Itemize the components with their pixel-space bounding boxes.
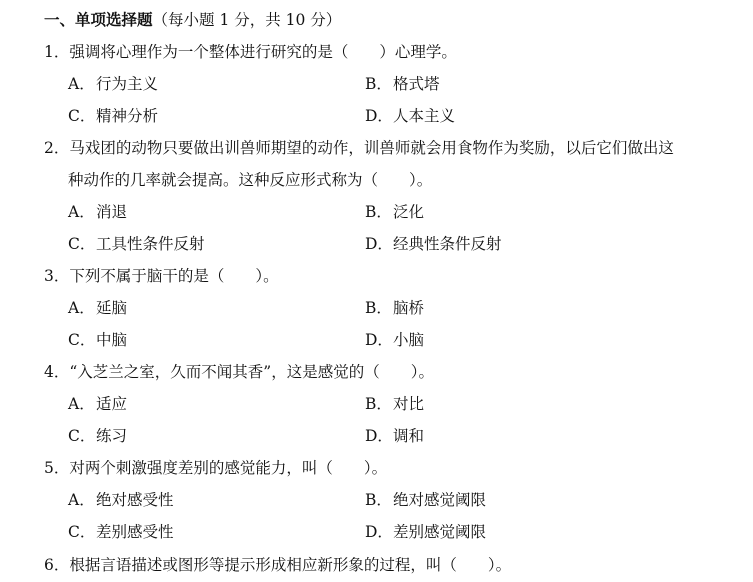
question-4-option-b: [365, 392, 424, 416]
option-text: 工具性条件反射: [96, 235, 205, 253]
question-3-option-a: [68, 296, 127, 320]
question-5-option-d: [365, 520, 486, 544]
option-text: 脑桥: [393, 299, 425, 317]
option-letter: B．: [365, 299, 392, 317]
question-1-option-a: [68, 72, 158, 96]
option-letter: B．: [365, 203, 392, 221]
question-2-stem-continued: 种动作的几率就会提高。这种反应形式称为（ ）。: [68, 171, 433, 189]
question-5-option-c: [68, 520, 174, 544]
option-text: 绝对感受性: [96, 491, 174, 509]
option-letter: B．: [365, 75, 392, 93]
option-text: 适应: [96, 395, 128, 413]
section-scoring-note: （每小题 1 分，共 10 分）: [152, 11, 342, 29]
section-title: 一、单项选择题: [44, 11, 153, 29]
question-2-option-d: [365, 232, 502, 256]
option-letter: A．: [68, 491, 95, 509]
option-letter: D．: [365, 235, 393, 253]
question-3-option-b: [365, 296, 424, 320]
option-text: 精神分析: [96, 107, 159, 125]
option-text: 格式塔: [393, 75, 440, 93]
question-4-option-c: [68, 424, 127, 448]
question-1-option-b: [365, 72, 440, 96]
option-text: 人本主义: [393, 107, 456, 125]
question-4-option-d: [365, 424, 424, 448]
option-letter: D．: [365, 331, 393, 349]
question-2-stem: 2．马戏团的动物只要做出训兽师期望的动作，训兽师就会用食物作为奖励，以后它们做出这: [44, 139, 674, 157]
option-text: 绝对感觉阈限: [393, 491, 487, 509]
option-text: 调和: [393, 427, 425, 445]
question-3-stem: 3．下列不属于脑干的是（ ）。: [44, 267, 279, 285]
option-text: 中脑: [96, 331, 128, 349]
section-heading: [44, 8, 341, 32]
option-text: 泛化: [393, 203, 425, 221]
option-letter: D．: [365, 523, 393, 541]
option-text: 对比: [393, 395, 425, 413]
option-letter: A．: [68, 75, 95, 93]
question-4-stem: 4．“入芝兰之室，久而不闻其香”，这是感觉的（ ）。: [44, 363, 434, 381]
option-text: 延脑: [96, 299, 128, 317]
option-letter: B．: [365, 491, 392, 509]
option-letter: C．: [68, 523, 96, 541]
option-letter: D．: [365, 107, 393, 125]
option-text: 消退: [96, 203, 128, 221]
option-text: 差别感受性: [96, 523, 174, 541]
question-6-stem: 6．根据言语描述或图形等提示形成相应新形象的过程，叫（ ）。: [44, 556, 512, 574]
question-5-stem: 5．对两个刺激强度差别的感觉能力，叫（ ）。: [44, 459, 388, 477]
question-4-option-a: [68, 392, 127, 416]
question-2-option-a: [68, 200, 127, 224]
question-1-option-d: [365, 104, 455, 128]
option-text: 差别感觉阈限: [393, 523, 487, 541]
option-letter: B．: [365, 395, 392, 413]
question-2-option-b: [365, 200, 424, 224]
option-letter: A．: [68, 395, 95, 413]
option-text: 经典性条件反射: [393, 235, 502, 253]
option-letter: C．: [68, 107, 96, 125]
question-2-option-c: [68, 232, 205, 256]
option-letter: C．: [68, 235, 96, 253]
option-text: 小脑: [393, 331, 425, 349]
option-letter: A．: [68, 299, 95, 317]
option-letter: A．: [68, 203, 95, 221]
question-3-option-d: [365, 328, 424, 352]
question-5-option-a: [68, 488, 174, 512]
option-letter: C．: [68, 427, 96, 445]
option-text: 行为主义: [96, 75, 159, 93]
option-letter: C．: [68, 331, 96, 349]
question-3-option-c: [68, 328, 127, 352]
question-1-option-c: [68, 104, 158, 128]
option-text: 练习: [96, 427, 128, 445]
question-1-stem: 1．强调将心理作为一个整体进行研究的是（ ）心理学。: [44, 43, 457, 61]
question-5-option-b: [365, 488, 486, 512]
option-letter: D．: [365, 427, 393, 445]
